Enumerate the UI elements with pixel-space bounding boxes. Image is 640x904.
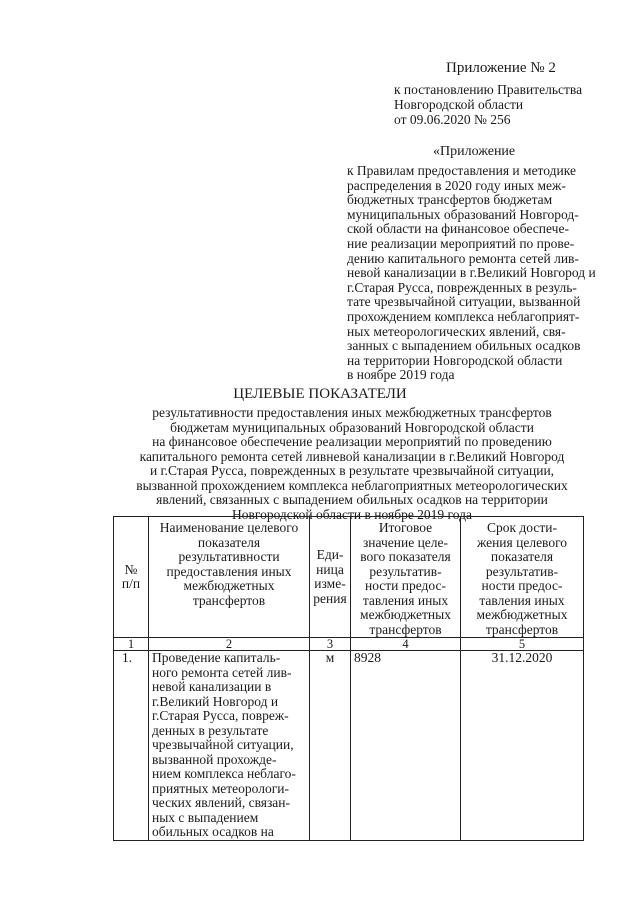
subtitle-line: явлений, связанных с выпадением обильных осадков на территории: [156, 492, 548, 507]
value-cell: 8928: [351, 651, 461, 841]
resolution-line: от 09.06.2020 № 256: [394, 112, 511, 127]
header-line: трансфертов: [369, 621, 442, 637]
appendix-line: невой канализации в г.Великий Новгород и: [347, 265, 596, 281]
table-header-row: [114, 517, 584, 638]
document-subtitle: [112, 406, 592, 522]
cell-line: г.Старая Русса, повреж-: [152, 708, 289, 723]
cell-line: нием комплекса неблаго-: [152, 766, 296, 781]
column-number-row: [114, 638, 584, 651]
header-line: межбюджетных: [183, 578, 275, 593]
column-number: 3: [310, 638, 351, 651]
document-title: ЦЕЛЕВЫЕ ПОКАЗАТЕЛИ: [233, 386, 407, 402]
header-line: вого показателя: [360, 549, 451, 564]
header-line: №: [124, 561, 138, 577]
resolution-line: Новгородской области: [394, 97, 524, 112]
cell-line: вызванной прохожде-: [152, 751, 277, 767]
header-line: ности предос-: [364, 578, 447, 593]
appendix-line: тате чрезвычайной ситуации, вызванной: [347, 294, 581, 310]
cell-line: приятных метеорологи-: [152, 780, 289, 796]
header-line: ности предос-: [481, 578, 563, 593]
unit-cell: м: [310, 651, 351, 841]
column-number: 4: [351, 638, 461, 651]
header-line: п/п: [121, 576, 141, 591]
header-line: предоставления иных: [166, 563, 292, 579]
appendix-line: распределения в 2020 году иных меж-: [347, 177, 566, 193]
cell-line: ного ремонта сетей лив-: [152, 664, 292, 680]
appendix-line: к Правилам предоставления и методике: [347, 163, 576, 178]
header-line: изме-: [314, 576, 346, 591]
deadline-cell: 31.12.2020: [461, 651, 584, 841]
header-indicator-name: [149, 517, 310, 638]
header-line: результатив-: [485, 563, 559, 579]
header-number: [114, 517, 149, 638]
cell-line: чрезвычайной ситуации,: [152, 737, 294, 752]
subtitle-line: капитального ремонта сетей ливневой канализации в г.Великий Новгород: [139, 448, 565, 464]
appendix-line: прохождением комплекса неблагоприят-: [347, 308, 580, 324]
header-final-value: [351, 517, 461, 638]
appendix-line: занных с выпадением обильных осадков: [347, 338, 581, 354]
header-line: Еди-: [316, 547, 344, 562]
header-line: Наименование целевого: [159, 520, 299, 535]
inner-appendix-text: [347, 164, 596, 383]
subtitle-line: бюджетам муниципальных образований Новгородской области: [170, 419, 534, 435]
header-line: ница: [316, 561, 344, 577]
subtitle-line: вызванной прохождением комплекса неблагоприятных метеорологических: [136, 477, 568, 493]
subtitle-line: Новгородской области в ноябре 2019 года: [232, 506, 472, 522]
header-line: тавления иных: [479, 592, 565, 608]
resolution-reference: [394, 82, 582, 127]
appendix-line: ской области на финансовое обеспече-: [347, 221, 569, 237]
table-row: [114, 651, 584, 841]
cell-line: денных в результате: [152, 722, 269, 738]
resolution-line: к постановлению Правительства: [394, 82, 583, 97]
appendix-line: муниципальных образований Новгород-: [347, 206, 579, 222]
header-unit: [310, 517, 351, 638]
appendix-line: на территории Новгородской области: [347, 352, 563, 368]
appendix-line: в ноябре 2019 года: [347, 367, 455, 383]
subtitle-line: на финансовое обеспечение реализации мероприятий по проведению: [152, 434, 552, 449]
cell-line: г.Великий Новгород и: [152, 693, 279, 709]
inner-appendix-title: «Приложение: [433, 144, 516, 159]
appendix-line: дению капитального ремонта сетей лив-: [347, 250, 579, 266]
header-line: трансфертов: [192, 592, 266, 608]
appendix-line: ние реализации мероприятий по прове-: [347, 235, 575, 251]
header-line: жения целевого: [476, 534, 568, 550]
subtitle-line: результативности предоставления иных межбюджетных трансфертов: [152, 405, 552, 420]
header-line: результативности: [178, 549, 280, 564]
subtitle-line: и г.Старая Русса, поврежденных в результате чрезвычайной ситуации,: [149, 463, 555, 478]
appendix-title: Приложение № 2: [446, 60, 556, 76]
column-number: 2: [149, 638, 310, 651]
header-line: рения: [313, 590, 347, 606]
header-deadline: [461, 517, 584, 638]
header-line: значение целе-: [362, 534, 449, 550]
column-number: 1: [114, 638, 149, 651]
header-line: тавления иных: [362, 592, 449, 608]
header-line: трансфертов: [485, 621, 559, 637]
appendix-line: г.Старая Русса, поврежденных в резуль-: [347, 279, 577, 295]
cell-line: Проведение капиталь-: [152, 650, 281, 665]
column-number: 5: [461, 638, 584, 651]
appendix-line: бюджетных трансфертов бюджетам: [347, 192, 553, 208]
header-line: Срок дости-: [486, 520, 557, 535]
indicator-name-cell: [149, 651, 310, 841]
header-line: результатив-: [369, 563, 442, 579]
header-line: показателя: [197, 534, 261, 550]
cell-line: обильных осадков на: [152, 824, 274, 839]
indicators-table: [113, 516, 584, 841]
appendix-line: ных метеорологических явлений, свя-: [347, 323, 566, 339]
header-line: межбюджетных: [360, 607, 451, 622]
cell-line: ных с выпадением: [152, 809, 259, 825]
cell-line: ческих явлений, связан-: [152, 795, 291, 810]
header-line: межбюджетных: [476, 607, 568, 622]
row-number: 1.: [114, 651, 149, 841]
header-line: показателя: [490, 549, 554, 564]
header-line: Итоговое: [378, 520, 433, 535]
cell-line: невой канализации в: [152, 679, 272, 694]
